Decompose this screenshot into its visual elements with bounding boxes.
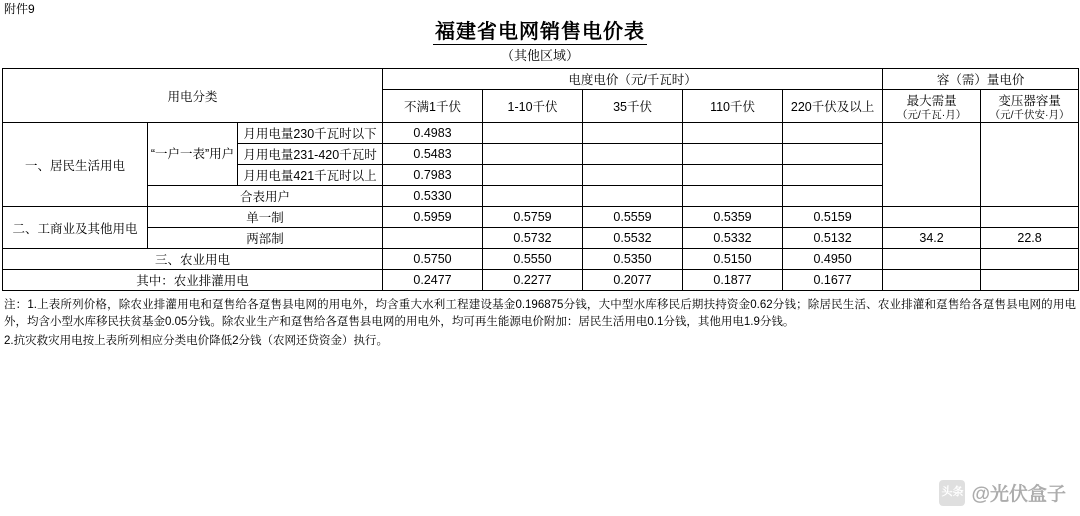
cell-value [483,123,583,144]
header-col-transformer-unit: （元/千伏安·月） [989,109,1070,121]
header-col-voltage-5: 220千伏及以上 [783,90,883,123]
category-agriculture-irrigation: 其中：农业排灌用电 [3,270,383,291]
cell-value [583,123,683,144]
cell-capacity-transformer [981,249,1079,270]
cell-capacity-max-demand [883,249,981,270]
cell-value: 0.2077 [583,270,683,291]
cell-value: 0.5159 [783,207,883,228]
cell-value: 0.5759 [483,207,583,228]
cell-value: 0.5959 [383,207,483,228]
tier-label: 月用电量231-420千瓦时 [238,144,383,165]
watermark-logo: 头条 [939,480,965,506]
page-subtitle: （其他区域） [500,48,579,63]
cell-value: 0.7983 [383,165,483,186]
cell-capacity-max-demand [883,270,981,291]
cell-value [583,165,683,186]
cell-value: 0.5559 [583,207,683,228]
cell-value: 0.5332 [683,228,783,249]
attachment-label: 附件9 [4,2,35,16]
cell-value [583,144,683,165]
cell-value: 0.5132 [783,228,883,249]
header-col-max-demand-unit: （元/千瓦·月） [896,109,967,121]
subgroup-one-household-one-meter: “一户一表”用户 [148,123,238,186]
cell-value: 0.5330 [383,186,483,207]
cell-value [483,165,583,186]
cell-value [783,186,883,207]
cell-capacity-transformer [981,207,1079,228]
cell-value [683,165,783,186]
header-col-voltage-3: 35千伏 [583,90,683,123]
category-industrial-commercial: 二、工商业及其他用电 [3,207,148,249]
cell-value: 0.4950 [783,249,883,270]
cell-value [783,123,883,144]
cell-value: 0.5359 [683,207,783,228]
note-2: 2.抗灾救灾用电按上表所列相应分类电价降低2分钱（农网还贷资金）执行。 [4,335,388,347]
cell-value [583,186,683,207]
header-col-voltage-1: 不满1千伏 [383,90,483,123]
cell-capacity-max-demand [883,123,981,207]
cell-capacity-transformer [981,270,1079,291]
header-col-voltage-2: 1-10千伏 [483,90,583,123]
table-row [3,228,1079,249]
table-row [3,207,1079,228]
watermark-text: @光伏盒子 [971,484,1066,505]
table-row [3,270,1079,291]
cell-capacity-max-demand: 34.2 [883,228,981,249]
cell-value: 0.5532 [583,228,683,249]
tier-label-combined-meter: 合表用户 [148,186,383,207]
category-agriculture: 三、农业用电 [3,249,383,270]
header-col-voltage-4: 110千伏 [683,90,783,123]
header-col-max-demand-name: 最大需量 [906,94,957,108]
header-col-transformer-name: 变压器容量 [998,94,1061,108]
cell-value: 0.2477 [383,270,483,291]
cell-value [683,144,783,165]
cell-value: 0.5550 [483,249,583,270]
cell-value: 0.2277 [483,270,583,291]
cell-value: 0.5750 [383,249,483,270]
category-residential: 一、居民生活用电 [3,123,148,207]
tier-label: 月用电量421千瓦时以上 [238,165,383,186]
header-category: 用电分类 [3,69,383,123]
cell-value: 0.5350 [583,249,683,270]
cell-value [683,186,783,207]
header-col-transformer [981,90,1079,123]
price-table [2,68,1079,291]
cell-value [383,228,483,249]
header-col-max-demand [883,90,981,123]
note-1: 注：1.上表所列价格，除农业排灌用电和趸售给各趸售县电网的用电外，均含重大水利工程建设基金0.196875分钱，大中型水库移民后期扶持资金0.62分钱；除居民生活、农业排灌和趸售给各趸售县电网的用电外，均含小型水库移民扶贫基金0.05分钱。除农业生产和趸售给各趸售县电网的用电外，均可再生能源电价附加：居民生活用电0.1分钱，其他用电1.9分钱。 [4,299,1076,328]
tier-label-two-part-tariff: 两部制 [148,228,383,249]
cell-value: 0.1877 [683,270,783,291]
cell-value [683,123,783,144]
cell-value: 0.5732 [483,228,583,249]
table-row [3,123,1079,144]
header-energy-price-group: 电度电价（元/千瓦时） [383,69,883,90]
cell-capacity-transformer: 22.8 [981,228,1079,249]
cell-value: 0.5483 [383,144,483,165]
header-capacity-price-group: 容（需）量电价 [883,69,1079,90]
tier-label: 月用电量230千瓦时以下 [238,123,383,144]
tier-label-single-tariff: 单一制 [148,207,383,228]
cell-value: 0.5150 [683,249,783,270]
table-header-row-1 [3,69,1079,90]
cell-value [483,144,583,165]
page-title-text: 福建省电网销售电价表 [435,21,645,43]
cell-value: 0.4983 [383,123,483,144]
table-row [3,249,1079,270]
cell-value: 0.1677 [783,270,883,291]
notes-section [4,297,1076,350]
cell-value [483,186,583,207]
cell-capacity-transformer [981,123,1079,207]
cell-value [783,144,883,165]
page-title [0,20,1080,44]
cell-value [783,165,883,186]
cell-capacity-max-demand [883,207,981,228]
watermark [939,479,1066,506]
